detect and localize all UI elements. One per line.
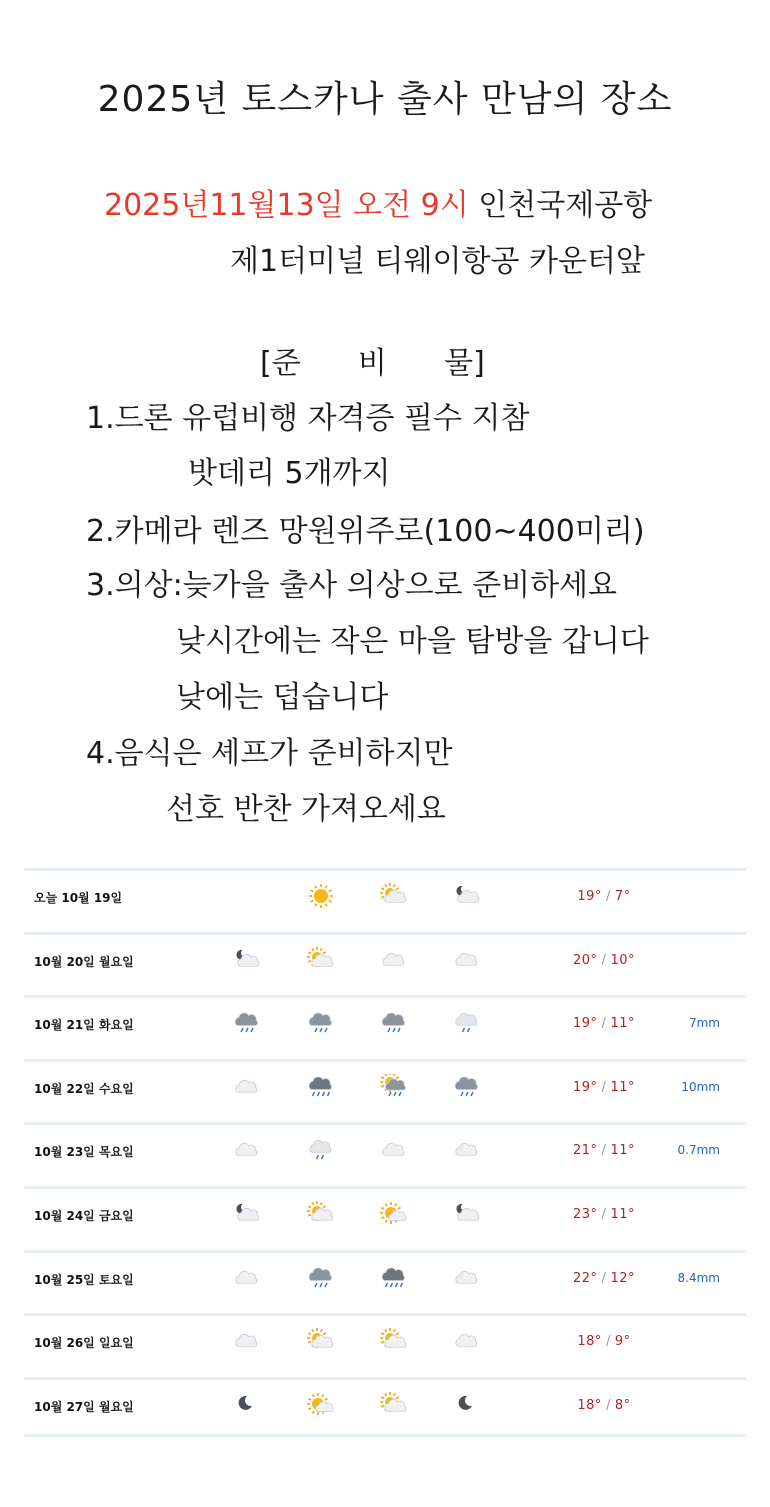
temperature-separator: / [601, 1143, 607, 1159]
forecast-day: 10월 25일 토요일 [34, 1272, 134, 1287]
forecast-row [24, 1313, 746, 1370]
prep-line-8: 선호 반찬 가져오세요 [166, 792, 446, 827]
high-temperature: 22° [573, 1270, 598, 1286]
temperature-separator: / [601, 952, 607, 968]
sun-behind-cloud-icon [379, 1201, 409, 1227]
rain-cloud-icon [379, 1010, 409, 1036]
prep-line-4: 3.의상:늦가을 출사 의상으로 준비하세요 [86, 568, 618, 603]
forecast-temperature [544, 1080, 664, 1095]
high-temperature: 21° [573, 1143, 598, 1159]
forecast-temperature [544, 953, 664, 968]
cloud-icon [379, 947, 409, 973]
rain-cloud-icon [452, 1074, 482, 1100]
forecast-day: 10월 23일 목요일 [34, 1145, 134, 1160]
preparation-header: [준 비 물] [260, 346, 485, 381]
partly-cloudy-icon [306, 1328, 336, 1354]
high-temperature: 19° [573, 1016, 598, 1032]
forecast-day: 10월 20일 월요일 [34, 954, 134, 969]
precipitation-amount: 8.4mm [677, 1270, 720, 1285]
prep-line-6: 낮에는 덥습니다 [176, 680, 389, 715]
forecast-row [24, 932, 746, 989]
prep-line-2: 밧데리 5개까지 [188, 456, 391, 491]
forecast-temperature [544, 1334, 664, 1349]
high-temperature: 19° [573, 1079, 598, 1095]
forecast-row [24, 868, 746, 925]
high-temperature: 23° [573, 1206, 598, 1222]
sun-behind-cloud-icon [306, 1392, 336, 1418]
prep-line-7: 4.음식은 셰프가 준비하지만 [86, 736, 453, 771]
moon-icon [232, 1392, 262, 1418]
forecast-row [24, 1377, 746, 1437]
forecast-row [24, 1186, 746, 1243]
low-temperature: 7° [614, 889, 631, 904]
low-temperature: 9° [614, 1334, 631, 1350]
forecast-temperature [544, 1271, 664, 1286]
low-temperature: 8° [614, 1397, 631, 1413]
forecast-day: 10월 26일 일요일 [34, 1336, 134, 1351]
temperature-separator: / [601, 1016, 607, 1032]
forecast-row [24, 1122, 746, 1179]
meeting-place-2: 제1터미널 티웨이항공 카운터앞 [230, 244, 645, 279]
forecast-day: 10월 21일 화요일 [34, 1018, 134, 1033]
temperature-separator: / [605, 1334, 611, 1350]
forecast-day: 오늘 10월 19일 [34, 891, 123, 905]
low-temperature: 12° [610, 1270, 635, 1286]
cloud-icon [232, 1074, 262, 1100]
rain-cloud-icon [306, 1265, 336, 1291]
forecast-temperature [544, 1016, 664, 1031]
cloud-icon [452, 1137, 482, 1163]
prep-line-5: 낮시간에는 작은 마을 탐방을 갑니다 [176, 624, 649, 659]
partly-cloudy-icon [306, 947, 336, 973]
high-temperature: 18° [577, 1334, 602, 1350]
temperature-separator: / [601, 1079, 607, 1095]
precipitation-amount: 0.7mm [677, 1143, 720, 1158]
cloud-icon [232, 1265, 262, 1291]
prep-line-3: 2.카메라 렌즈 망원위주로(100~400미리) [86, 514, 645, 549]
forecast-row [24, 1059, 746, 1116]
rain-cloud-icon [232, 1010, 262, 1036]
moon-icon [452, 1392, 482, 1418]
light-rain-icon [452, 1010, 482, 1036]
high-temperature: 18° [577, 1397, 602, 1413]
light-rain-icon [306, 1137, 336, 1163]
low-temperature: 11° [610, 1143, 635, 1159]
meeting-place-1: 인천국제공항 [468, 188, 653, 223]
page-title: 2025년 토스카나 출사 만남의 장소 [97, 79, 673, 120]
forecast-temperature [544, 1207, 664, 1222]
forecast-temperature [544, 1143, 664, 1158]
temperature-separator: / [601, 1270, 607, 1286]
forecast-day: 10월 22일 수요일 [34, 1081, 134, 1096]
sun-rain-icon [379, 1074, 409, 1100]
moon-cloud-icon [232, 1201, 262, 1227]
heavy-rain-icon [306, 1074, 336, 1100]
partly-cloudy-icon [306, 1201, 336, 1227]
low-temperature: 11° [610, 1079, 635, 1095]
forecast-day: 10월 24일 금요일 [34, 1208, 134, 1223]
meeting-line-1 [104, 186, 652, 226]
weather-forecast-table [24, 868, 746, 1443]
moon-cloud-icon [232, 947, 262, 973]
meeting-datetime: 2025년11월13일 오전 9시 [104, 188, 469, 223]
high-temperature: 19° [577, 889, 602, 904]
temperature-separator: / [605, 889, 611, 904]
forecast-temperature [544, 1398, 664, 1413]
temperature-separator: / [605, 1397, 611, 1413]
cloud-icon [232, 1328, 262, 1354]
precipitation-amount: 10mm [681, 1079, 720, 1094]
cloud-icon [379, 1137, 409, 1163]
partly-cloudy-icon [379, 883, 409, 909]
cloud-icon [452, 947, 482, 973]
high-temperature: 20° [573, 952, 598, 968]
partly-cloudy-icon [379, 1392, 409, 1418]
cloud-icon [452, 1328, 482, 1354]
low-temperature: 11° [610, 1206, 635, 1222]
forecast-row [24, 995, 746, 1052]
forecast-day: 10월 27일 월요일 [34, 1399, 134, 1414]
precipitation-amount: 7mm [688, 1016, 720, 1031]
rain-cloud-icon [306, 1010, 336, 1036]
prep-line-1: 1.드론 유럽비행 자격증 필수 지참 [86, 401, 530, 436]
moon-cloud-icon [452, 1201, 482, 1227]
low-temperature: 11° [610, 1016, 635, 1032]
sun-icon [306, 883, 336, 909]
heavy-rain-icon [379, 1265, 409, 1291]
cloud-icon [452, 1265, 482, 1291]
forecast-row [24, 1250, 746, 1307]
low-temperature: 10° [610, 952, 635, 968]
temperature-separator: / [601, 1206, 607, 1222]
partly-cloudy-icon [379, 1328, 409, 1354]
moon-cloud-icon [452, 883, 482, 909]
forecast-temperature [544, 889, 664, 904]
cloud-icon [232, 1137, 262, 1163]
